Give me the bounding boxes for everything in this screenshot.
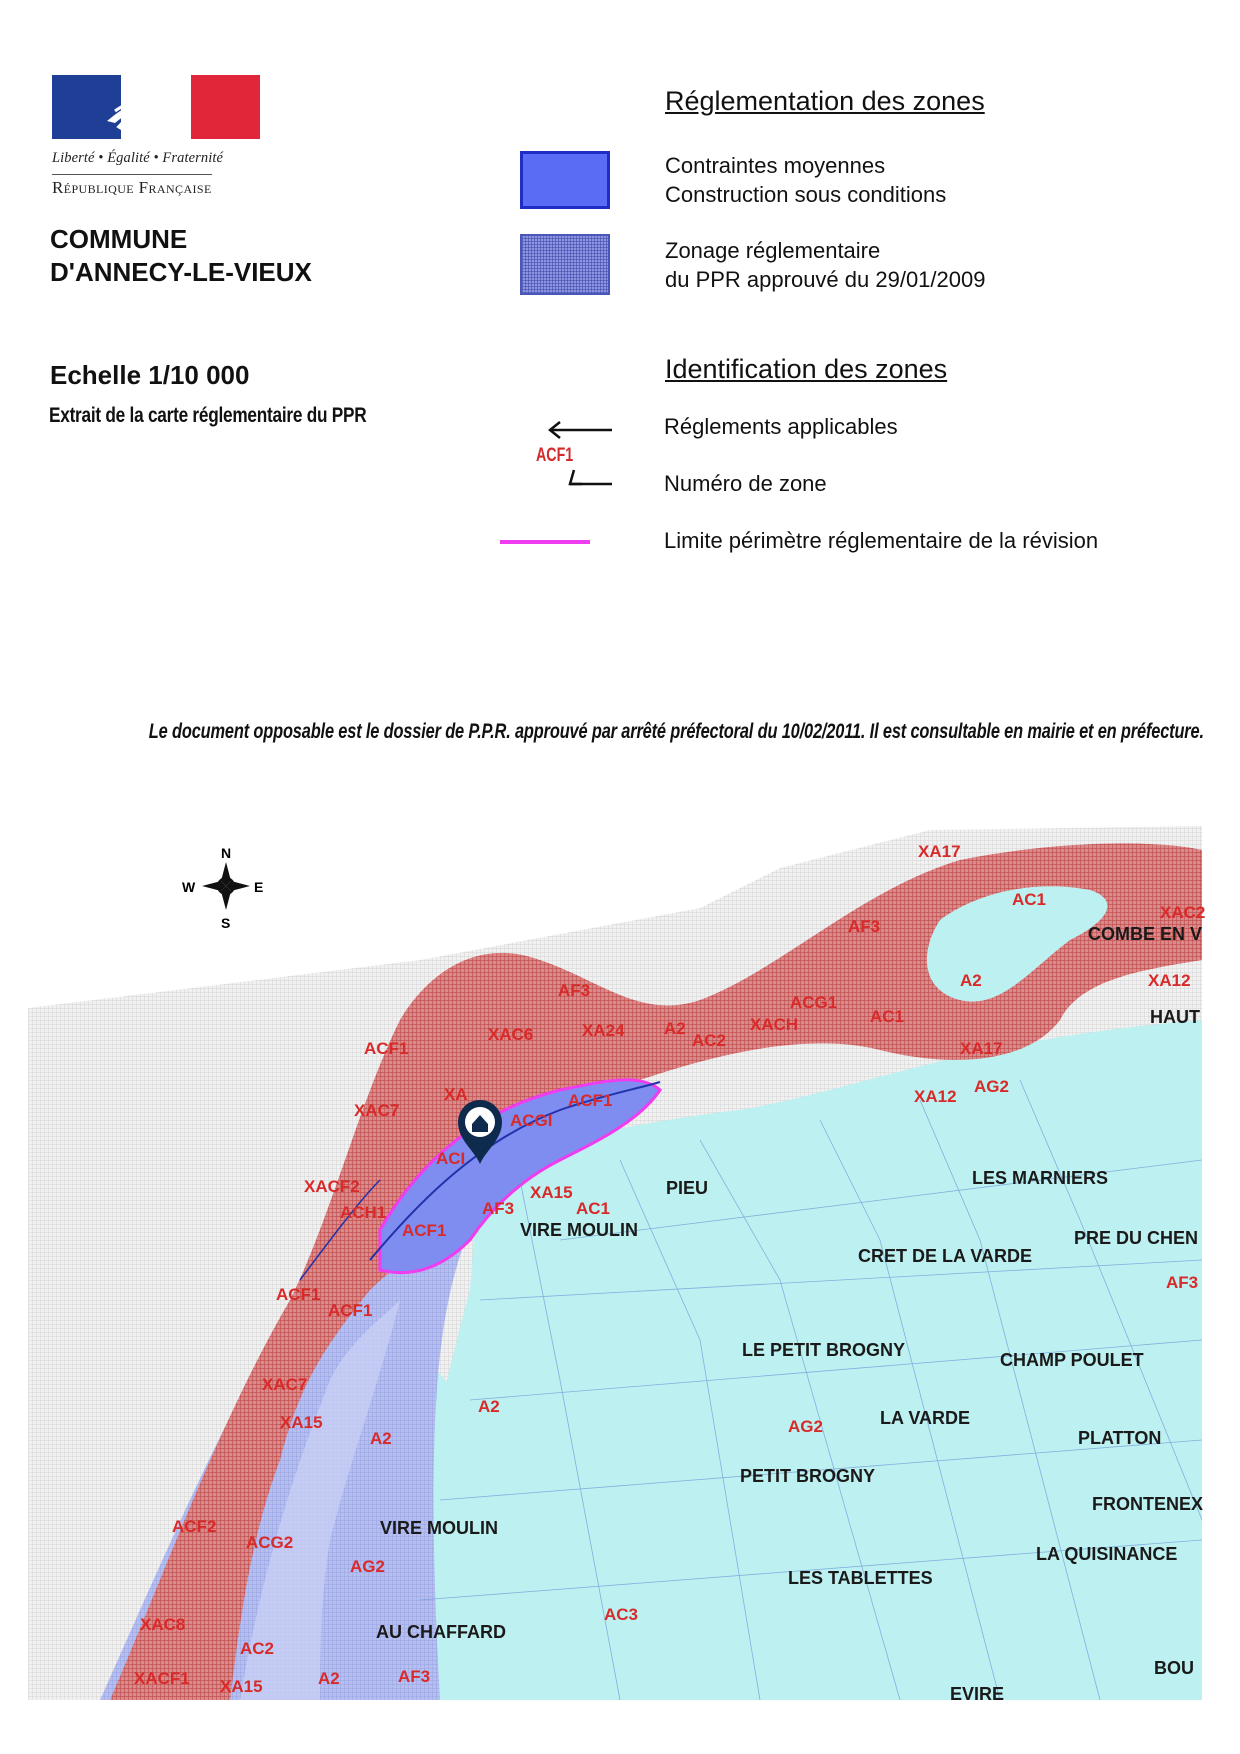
legend-identification-title: Identification des zones xyxy=(665,354,948,384)
motto-text: Liberté • Égalité • Fraternité xyxy=(52,150,224,166)
zone-label: ACG1 xyxy=(790,993,838,1012)
zone-label: XAC6 xyxy=(488,1025,534,1044)
zone-label: A2 xyxy=(370,1429,392,1448)
zone-label: ACF1 xyxy=(568,1091,613,1110)
zone-label: AC1 xyxy=(576,1199,611,1218)
zone-label: AC2 xyxy=(240,1639,275,1658)
place-label: EVIRE xyxy=(950,1684,1005,1704)
zone-label: ACF1 xyxy=(364,1039,409,1058)
zone-label: XA12 xyxy=(1148,971,1191,990)
place-label: LA QUISINANCE xyxy=(1036,1544,1178,1564)
zone-label: A2 xyxy=(960,971,982,990)
legend-swatch2-line1: Zonage réglementaire xyxy=(665,238,881,263)
flag-red-band xyxy=(191,75,260,139)
legend-swatch1-line2: Construction sous conditions xyxy=(665,182,947,207)
zone-label: AF3 xyxy=(482,1199,515,1218)
zone-label: AF3 xyxy=(1166,1273,1199,1292)
place-label: LE PETIT BROGNY xyxy=(742,1340,906,1360)
zone-label: XAC7 xyxy=(354,1101,400,1120)
legal-notice xyxy=(0,720,1240,744)
place-label: FRONTENEX xyxy=(1092,1494,1204,1514)
zone-label: ACGI xyxy=(510,1111,553,1130)
legend-reglements-label: Réglements applicables xyxy=(664,414,898,439)
compass-n: N xyxy=(221,845,232,861)
legal-notice-text: Le document opposable est le dossier de P.P.R. approuvé par arrêté préfectoral du 10/02/2011. Il est consultable en mairie et en préfecture. xyxy=(148,720,1204,743)
legend-swatch2-label xyxy=(665,236,985,294)
place-label: VIRE MOULIN xyxy=(520,1220,639,1240)
zone-label: A2 xyxy=(478,1397,500,1416)
place-label: HAUT xyxy=(1150,1007,1200,1027)
zone-label: AG2 xyxy=(350,1557,385,1576)
commune-line1: COMMUNE xyxy=(50,224,188,254)
legend-swatch2-line2: du PPR approuvé du 29/01/2009 xyxy=(665,267,986,292)
flag-white-band xyxy=(121,75,190,139)
zone-label: ACF1 xyxy=(402,1221,447,1240)
zone-label: AG2 xyxy=(974,1077,1009,1096)
place-label: LES MARNIERS xyxy=(972,1168,1109,1188)
commune-line2: D'ANNECY-LE-VIEUX xyxy=(50,257,312,287)
legend-numero-label: Numéro de zone xyxy=(664,471,827,496)
compass-rose-icon xyxy=(182,845,263,931)
zone-label: XAC8 xyxy=(140,1615,186,1634)
place-label: LES TABLETTES xyxy=(788,1568,933,1588)
legend-zone-code-sample: ACF1 xyxy=(536,445,574,466)
zone-label: A2 xyxy=(664,1019,686,1038)
zone-label: XAC2 xyxy=(1160,903,1206,922)
legend-swatch1-label xyxy=(665,151,946,209)
zone-label: XACF1 xyxy=(134,1669,190,1688)
ppr-map xyxy=(0,820,1240,1710)
legend-swatch-zonage xyxy=(520,234,610,295)
zone-label: AF3 xyxy=(558,981,591,1000)
zone-label: ACG2 xyxy=(246,1533,294,1552)
zone-label: AC1 xyxy=(870,1007,905,1026)
place-label: BOU xyxy=(1154,1658,1194,1678)
zone-label: XAC7 xyxy=(262,1375,308,1394)
compass-w: W xyxy=(182,879,196,895)
place-label: LA VARDE xyxy=(880,1408,970,1428)
zone-label: AF3 xyxy=(848,917,881,936)
legend-limite-label: Limite périmètre réglementaire de la révision xyxy=(664,528,1099,553)
place-label: CHAMP POULET xyxy=(1000,1350,1144,1370)
place-label: PIEU xyxy=(666,1178,709,1198)
compass-s: S xyxy=(221,915,231,931)
scale-text: Echelle 1/10 000 xyxy=(50,360,250,390)
zone-label: A2 xyxy=(318,1669,340,1688)
zone-label: XACF2 xyxy=(304,1177,360,1196)
zone-label: XA17 xyxy=(960,1039,1003,1058)
zone-label: ACF1 xyxy=(276,1285,321,1304)
zone-label: AF3 xyxy=(398,1667,431,1686)
place-label: COMBE EN V xyxy=(1088,924,1203,944)
extract-text: Extrait de la carte réglementaire du PPR xyxy=(49,404,367,427)
zone-label: XA17 xyxy=(918,842,961,861)
zone-label: XA15 xyxy=(280,1413,323,1432)
zone-label: AC3 xyxy=(604,1605,639,1624)
place-label: PRE DU CHEN xyxy=(1074,1228,1199,1248)
legend-swatch-contraintes xyxy=(520,151,610,209)
zone-label: XA12 xyxy=(914,1087,957,1106)
zone-label: ACF2 xyxy=(172,1517,217,1536)
zone-label: XACH xyxy=(750,1015,799,1034)
zone-label: AG2 xyxy=(788,1417,823,1436)
legend-zones-title: Réglementation des zones xyxy=(665,86,985,116)
place-label: PETIT BROGNY xyxy=(740,1466,876,1486)
compass-e: E xyxy=(254,879,264,895)
place-label: VIRE MOULIN xyxy=(380,1518,499,1538)
place-label: CRET DE LA VARDE xyxy=(858,1246,1033,1266)
marianne-icon xyxy=(87,77,197,139)
zone-label: AC1 xyxy=(1012,890,1047,909)
zone-label: ACH1 xyxy=(340,1203,387,1222)
republique-text: République Française xyxy=(52,174,212,198)
legend-limit-line xyxy=(500,540,590,544)
zone-label: ACI xyxy=(436,1149,466,1168)
zone-label: ACF1 xyxy=(328,1301,373,1320)
place-label: PLATTON xyxy=(1078,1428,1162,1448)
zone-label: XA xyxy=(444,1085,468,1104)
republique-logo xyxy=(52,75,260,139)
zone-label: XA15 xyxy=(530,1183,573,1202)
legend-swatch1-line1: Contraintes moyennes xyxy=(665,153,886,178)
place-label: AU CHAFFARD xyxy=(376,1622,506,1642)
zone-label: AC2 xyxy=(692,1031,727,1050)
zone-label: XA15 xyxy=(220,1677,263,1696)
zone-label: XA24 xyxy=(582,1021,625,1040)
commune-title xyxy=(50,223,312,289)
